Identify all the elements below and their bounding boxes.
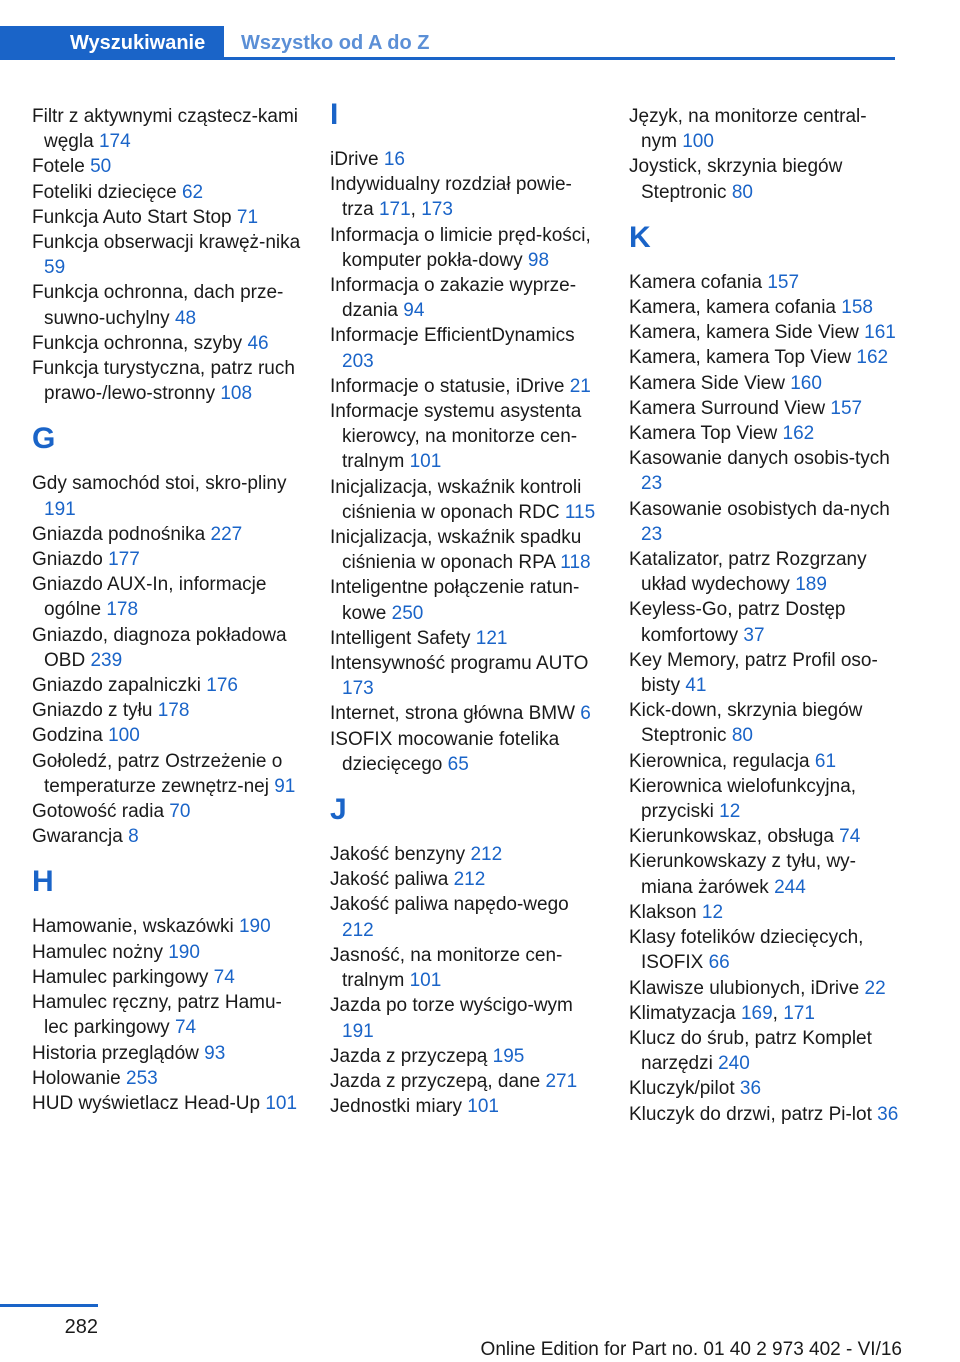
index-entry-text: Kamera Surround View	[629, 397, 826, 419]
index-entry	[629, 648, 901, 698]
page-link[interactable]: 108	[220, 383, 253, 405]
page-link[interactable]: 12	[719, 801, 741, 823]
index-entry	[629, 421, 901, 446]
page-link[interactable]: 212	[453, 869, 486, 891]
index-entry	[32, 723, 304, 748]
page-link[interactable]: 36	[739, 1078, 762, 1100]
index-entry-text: Inteligentne połączenie ratun‐kowe	[330, 577, 580, 624]
index-entry	[629, 925, 901, 975]
index-entry-text: Klucz do śrub, patrz Komplet narzędzi	[629, 1027, 872, 1075]
index-entry-text: Język, na monitorze central‐nym	[629, 106, 867, 153]
index-entry	[32, 280, 304, 330]
index-entry-text: Jakość benzyny	[330, 844, 466, 866]
index-entry	[330, 993, 602, 1043]
index-letter-heading: K	[629, 220, 651, 254]
page-link[interactable]: 59	[44, 257, 66, 279]
index-entry-text: Informacja o zakazie wyprze‐dzania	[330, 275, 577, 322]
index-entry	[32, 522, 304, 547]
index-entry	[32, 205, 304, 230]
index-entry-text: Gniazdo, diagnoza pokładowa OBD	[32, 624, 287, 671]
index-entry-text: Gniazdo AUX-In, informacje ogólne	[32, 574, 267, 621]
tab-bar	[0, 26, 895, 60]
index-entry	[32, 230, 304, 280]
index-entry	[629, 824, 901, 849]
page-link[interactable]: 160	[790, 372, 822, 394]
tab-a-to-z[interactable]: Wszystko od A do Z	[241, 32, 430, 54]
index-entry	[330, 943, 602, 993]
index-entry	[32, 623, 304, 673]
index-column-1	[32, 104, 304, 1116]
index-entry-text: Intensywność programu AUTO	[330, 653, 589, 675]
index-entry: Klimatyzacja 169, 171	[629, 1002, 815, 1024]
index-entry	[330, 626, 602, 651]
page-link[interactable]: 178	[157, 700, 190, 722]
index-entry	[330, 223, 602, 273]
index-entry-text: Key Memory, patrz Profil oso‐bisty	[629, 649, 878, 697]
page-link[interactable]: 240	[718, 1053, 750, 1075]
index-entry	[330, 842, 602, 867]
page-link[interactable]: 157	[767, 271, 800, 293]
index-entry-text: Jazda po torze wyścigo‐wym	[330, 995, 573, 1017]
index-entry-text: Godzina	[32, 725, 103, 747]
index-letter-heading: J	[330, 793, 347, 827]
page-link[interactable]: 71	[236, 206, 259, 228]
page-link[interactable]: 74	[839, 826, 861, 848]
index-entry	[629, 154, 901, 204]
index-entry-text: Katalizator, patrz Rozgrzany układ wydechowy	[629, 549, 867, 596]
index-entry-text: HUD wyświetlacz Head-Up	[32, 1092, 261, 1114]
page-link[interactable]: 80	[731, 725, 753, 747]
page-link[interactable]: 173	[342, 678, 374, 700]
page-link[interactable]: 16	[383, 149, 405, 170]
index-entry-text: Kamera, kamera Side View	[629, 322, 859, 344]
index-entry	[32, 331, 304, 356]
index-entry	[32, 990, 304, 1040]
index-entry-text: Gniazdo z tyłu	[32, 700, 153, 722]
page-link[interactable]: 37	[743, 624, 765, 646]
page-link[interactable]: 100	[682, 131, 714, 153]
index-entry	[330, 475, 602, 525]
index-entry	[629, 295, 901, 320]
index-entry-text: Kierunkowskazy z tyłu, wy‐miana żarówek	[629, 851, 857, 898]
index-entry	[32, 824, 304, 849]
index-entry-text: Kluczyk do drzwi, patrz Pi‐lot	[629, 1103, 872, 1125]
index-entry	[629, 446, 901, 496]
index-entry	[32, 572, 304, 622]
index-entry	[629, 1026, 901, 1076]
page-link[interactable]: 178	[106, 599, 139, 621]
page-link[interactable]: 250	[391, 602, 424, 624]
page-link[interactable]: 62	[181, 181, 204, 203]
index-entry-text: Informacje systemu asystenta kierowcy, na monitorze cen‐tralnym	[330, 401, 582, 473]
index-entry-text: Kierownica, regulacja	[629, 750, 810, 772]
page-link[interactable]: 121	[475, 627, 508, 649]
page-link[interactable]: 94	[403, 300, 425, 322]
page-link[interactable]: 239	[90, 649, 123, 671]
index-entry-text: Kamera Top View	[629, 423, 778, 445]
index-entry-text: Hamulec ręczny, patrz Hamu‐lec parkingowy	[32, 992, 282, 1039]
index-entry	[330, 867, 602, 892]
tab-search[interactable]: Wyszukiwanie	[0, 26, 224, 60]
page-link[interactable]: 6	[580, 703, 591, 725]
index-entry-text: Jakość paliwa	[330, 869, 449, 891]
index-entry-text: Indywidualny rozdział powie‐trza	[330, 174, 572, 221]
index-entry-text: Inicjalizacja, wskaźnik kontroli ciśnienia w oponach RDC	[330, 476, 582, 523]
page-link[interactable]: 61	[814, 750, 837, 772]
index-entry	[330, 399, 602, 475]
page-link[interactable]: 21	[569, 375, 591, 397]
index-entry-text: Jednostki miary	[330, 1096, 462, 1118]
page-link[interactable]: 101	[265, 1092, 298, 1114]
page-link[interactable]: 74	[213, 966, 235, 988]
page-link[interactable]: 176	[206, 675, 238, 697]
index-entry	[32, 471, 304, 521]
page-link[interactable]: 227	[210, 523, 243, 545]
index-entry	[330, 1094, 602, 1119]
page-link[interactable]: 46	[247, 332, 269, 354]
index-entry	[629, 1076, 901, 1101]
index-entry-text: Kamera, kamera Top View	[629, 347, 852, 369]
index-entry-text: Joystick, skrzynia biegów Steptronic	[629, 156, 843, 203]
index-entry-text: Historia przeglądów	[32, 1042, 199, 1064]
index-entry	[629, 749, 901, 774]
index-entry: Indywidualny rozdział powie‐trza 171, 173	[330, 174, 572, 221]
page-link[interactable]: 41	[685, 675, 707, 697]
index-entry	[32, 547, 304, 572]
index-entry-text: Gotowość radia	[32, 801, 165, 823]
index-entry-text: ISOFIX mocowanie fotelika dziecięcego	[330, 728, 560, 775]
page-link[interactable]: 161	[864, 322, 896, 344]
page-link[interactable]: 162	[782, 423, 815, 445]
index-entry-text: Funkcja Auto Start Stop	[32, 206, 232, 228]
page-link[interactable]: 169	[740, 1002, 773, 1024]
index-letter-heading: I	[330, 98, 339, 131]
index-letter-heading: H	[32, 865, 54, 899]
tab-bar-rule	[0, 57, 895, 60]
page-link[interactable]: 171	[783, 1002, 815, 1024]
index-entry-text: Kasowanie osobistych da‐nych	[629, 498, 890, 520]
index-entry	[32, 1041, 304, 1066]
page-link[interactable]: 50	[90, 156, 112, 178]
page-link[interactable]: 212	[470, 844, 503, 866]
footer-rule	[0, 1304, 98, 1307]
index-entry-text: Inicjalizacja, wskaźnik spadku ciśnienia w oponach RPA	[330, 527, 582, 574]
page-link[interactable]: 190	[238, 916, 271, 938]
index-entry	[32, 749, 304, 799]
page-link[interactable]: 158	[841, 297, 873, 319]
index-entry	[32, 356, 304, 406]
page-link[interactable]: 65	[447, 753, 469, 775]
index-entry-text: Kick-down, skrzynia biegów Steptronic	[629, 700, 863, 747]
index-entry-text: Klakson	[629, 901, 697, 923]
index-entry	[330, 727, 602, 777]
index-entry	[330, 575, 602, 625]
page-link[interactable]: 100	[108, 725, 140, 747]
index-entry	[330, 1044, 602, 1069]
index-entry-text: Jazda z przyczepą	[330, 1045, 488, 1067]
index-entry	[330, 651, 602, 701]
index-entry	[629, 345, 901, 370]
index-entry-text: Funkcja ochronna, dach prze‐suwno-uchylny	[32, 282, 284, 329]
index-entry-text: Keyless-Go, patrz Dostęp komfortowy	[629, 599, 846, 646]
page-link[interactable]: 74	[174, 1017, 197, 1039]
index-entry-text: Kamera cofania	[629, 271, 763, 293]
index-entry	[32, 180, 304, 205]
index-entry	[32, 799, 304, 824]
index-entry-text: Gniazdo zapalniczki	[32, 675, 201, 697]
index-entry-text: Kierunkowskaz, obsługa	[629, 826, 834, 848]
index-entry	[629, 270, 901, 295]
index-entry-text: Informacje o statusie, iDrive	[330, 375, 565, 397]
index-entry	[330, 701, 602, 726]
index-entry-text: Funkcja ochronna, szyby	[32, 332, 243, 354]
index-entry	[32, 1066, 304, 1091]
page-link[interactable]: 36	[877, 1103, 899, 1125]
index-entry	[629, 396, 901, 421]
index-entry	[629, 900, 901, 925]
page-link[interactable]: 191	[44, 498, 76, 520]
index-entry-text: Kierownica wielofunkcyjna, przyciski	[629, 775, 857, 823]
edition-footer: Online Edition for Part no. 01 40 2 973 402 - VI/16	[480, 1339, 902, 1360]
index-entry-text: Gwarancja	[32, 826, 123, 848]
index-entry	[629, 849, 901, 899]
index-column-2	[330, 98, 602, 1119]
page-link[interactable]: 23	[641, 473, 663, 495]
index-entry-text: Funkcja obserwacji krawęż‐nika	[32, 232, 301, 254]
index-entry-text: Kasowanie danych osobis‐tych	[629, 448, 890, 470]
index-entry	[629, 774, 901, 824]
page-link[interactable]: 101	[467, 1096, 499, 1118]
index-entry-text: Informacja o limicie pręd‐kości, komputer pokła‐dowy	[330, 224, 591, 271]
index-entry	[32, 154, 304, 179]
index-entry	[629, 597, 901, 647]
index-entry-text: Jasność, na monitorze cen‐tralnym	[330, 944, 563, 992]
index-entry-text: Informacje EfficientDynamics	[330, 325, 575, 347]
index-entry	[32, 940, 304, 965]
index-entry-text: Internet, strona główna BMW	[330, 703, 575, 725]
index-entry-text: Holowanie	[32, 1067, 121, 1089]
index-entry-text: Gniazdo	[32, 549, 103, 571]
index-entry	[330, 525, 602, 575]
index-entry-text: Intelligent Safety	[330, 627, 471, 649]
page-link[interactable]: 195	[492, 1045, 525, 1067]
page-link[interactable]: 173	[421, 199, 453, 221]
page-link[interactable]: 115	[564, 501, 596, 523]
page-link[interactable]: 212	[342, 919, 374, 941]
page-link[interactable]: 48	[174, 307, 197, 329]
page-link[interactable]: 8	[128, 826, 139, 848]
page-link[interactable]: 101	[409, 970, 442, 992]
page-link[interactable]: 80	[731, 181, 753, 203]
index-entry	[330, 374, 602, 399]
index-entry-text: Gniazda podnośnika	[32, 523, 206, 545]
index-entry	[32, 965, 304, 990]
index-entry-text: Jakość paliwa napędo‐wego	[330, 894, 569, 916]
index-entry	[629, 104, 901, 154]
index-entry-text: Kluczyk/pilot	[629, 1078, 735, 1100]
index-entry-text: Hamulec parkingowy	[32, 966, 209, 988]
page-link[interactable]: 12	[701, 901, 724, 923]
page-link[interactable]: 66	[708, 952, 730, 974]
page-link[interactable]: 23	[641, 523, 663, 545]
page-link[interactable]: 157	[830, 397, 863, 419]
page-link[interactable]: 118	[560, 552, 591, 574]
index-entry-text: Klawisze ulubionych, iDrive	[629, 977, 860, 999]
index-entry	[330, 273, 602, 323]
page-link[interactable]: 93	[204, 1042, 226, 1064]
page-link[interactable]: 174	[98, 131, 131, 153]
index-entry-text: Hamulec nożny	[32, 941, 163, 963]
index-entry-text: Fotele	[32, 156, 85, 178]
index-entry-text: Jazda z przyczepą, dane	[330, 1070, 541, 1092]
index-entry-text: Filtr z aktywnymi cząstecz‐kami węgla	[32, 106, 299, 153]
index-entry	[629, 976, 901, 1001]
page-link[interactable]: 244	[774, 876, 806, 898]
page-link[interactable]: 191	[342, 1020, 374, 1042]
index-entry	[629, 1102, 901, 1127]
page-link[interactable]: 189	[795, 574, 827, 596]
index-entry	[330, 323, 602, 373]
index-entry	[32, 1091, 304, 1116]
index-entry	[330, 1069, 602, 1094]
page-link[interactable]: 271	[545, 1070, 578, 1092]
index-entry-text: Gdy samochód stoi, skro‐pliny	[32, 473, 287, 495]
index-entry	[330, 892, 602, 942]
index-entry	[629, 371, 901, 396]
page-link[interactable]: 203	[342, 350, 374, 372]
index-entry-text: Kamera Side View	[629, 372, 785, 394]
index-entry	[32, 698, 304, 723]
page-link[interactable]: 253	[126, 1067, 158, 1089]
page-number: 282	[64, 1316, 98, 1338]
index-entry-text: Gołoledź, patrz Ostrzeżenie o temperaturze zewnętrz‐nej	[32, 750, 283, 797]
index-entry	[629, 320, 901, 345]
index-letter-heading: G	[32, 422, 56, 456]
page-link[interactable]: 171	[378, 199, 411, 221]
page-link[interactable]: 177	[108, 549, 140, 571]
page-link[interactable]: 162	[856, 347, 889, 369]
index-entry-text: Klasy fotelików dziecięcych, ISOFIX	[629, 927, 864, 974]
index-column-3	[629, 104, 901, 1127]
index-entry	[32, 673, 304, 698]
page-link[interactable]: 22	[864, 977, 886, 999]
index-entry-text: Klimatyzacja	[629, 1002, 736, 1024]
index-entry-text: Hamowanie, wskazówki	[32, 916, 234, 938]
index-entry	[629, 547, 901, 597]
index-entry	[32, 104, 304, 154]
page-link[interactable]: 101	[409, 451, 442, 473]
index-entry	[629, 497, 901, 547]
index-entry	[330, 147, 602, 172]
index-entry-text: iDrive	[330, 149, 379, 170]
page-link[interactable]: 91	[274, 775, 296, 797]
index-entry-text: Kamera, kamera cofania	[629, 297, 836, 319]
page-link[interactable]: 70	[169, 801, 191, 823]
page-link[interactable]: 98	[527, 249, 550, 271]
index-entry-text: Foteliki dziecięce	[32, 181, 177, 203]
index-entry-text: Funkcja turystyczna, patrz ruch prawo-/lewo‐stronny	[32, 358, 295, 405]
page-link[interactable]: 190	[168, 941, 200, 963]
index-entry	[32, 914, 304, 939]
index-entry	[629, 698, 901, 748]
